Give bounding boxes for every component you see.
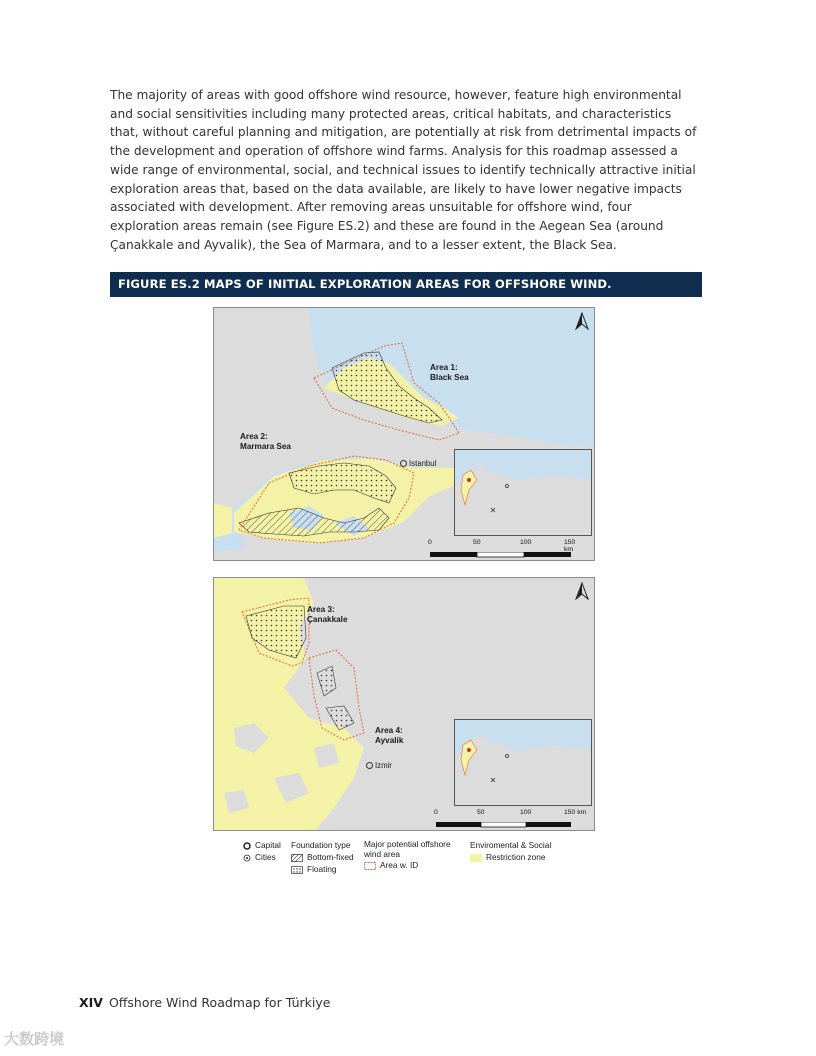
floating-swatch-icon [291,866,303,874]
legend-restriction [470,852,546,863]
scale-tick-50: 50 [473,539,481,546]
scale-tick-50: 50 [477,809,485,816]
area2-label [240,432,291,451]
scale-bar-graphic [430,552,580,558]
legend-major-title-line1: Major potential offshore [364,839,451,849]
area1-label-line2: Black Sea [430,372,469,382]
map-black-marmara [213,307,595,561]
area3-label-line2: Çanakkale [307,614,348,624]
legend-major-title [364,840,451,859]
legend-floating-label: Floating [307,864,337,874]
city-izmir [366,761,392,770]
area3-label-line1: Area 3: [307,605,335,614]
city-marker-icon [366,762,373,769]
area4-label [375,726,403,745]
document-title: Offshore Wind Roadmap for Türkiye [108,995,331,1010]
scale-tick-150: 150 km [564,809,587,816]
inset-map [454,449,592,536]
scale-tick-0: 0 [428,539,432,546]
area2-label-line2: Marmara Sea [240,441,291,451]
scale-tick-100: 100 [520,539,532,546]
city-marker-icon [400,460,407,467]
city-izmir-label: Izmir [375,761,392,770]
watermark: 大数跨境 [4,1030,65,1048]
legend-cities-label: Cities [255,852,276,862]
legend-capital [243,840,281,851]
body-paragraph: The majority of areas with good offshore wind resource, however, feature high environmental and social sensitivities including many protected areas, critical habitats, and characteristics that, without careful planning and mitigation, are potentially at risk from detrimental impacts of the development and operation of offshore wind farms. Analysis for this roadmap assessed a wide range of environmental, social, and technical issues to identify technically attractive initial exploration areas that, based on the data available, are likely to have lower negative impacts associated with development. After removing areas unsuitable for offshore wind, four exploration areas remain (see Figure ES.2) and these are found in the Aegean Sea (around Çanakkale and Ayvalik), the Sea of Marmara, and to a lesser extent, the Black Sea. [110,88,697,252]
inset-map-graphic [455,450,591,535]
legend-env-title: Enviromental & Social [470,840,552,850]
figure-title: FIGURE ES.2 MAPS OF INITIAL EXPLORATION AREAS FOR OFFSHORE WIND. [110,272,702,297]
north-arrow-icon [575,582,589,600]
legend-cities [243,852,276,863]
north-arrow-icon [575,312,589,330]
page-footer [79,995,330,1010]
legend-capital-label: Capital [255,840,281,850]
legend-area-id [364,860,418,871]
city-istanbul-label: Istanbul [409,459,437,468]
legend-floating [291,864,337,875]
inset-map [454,719,592,806]
scale-tick-0: 0 [434,809,438,816]
legend-bottom-fixed-label: Bottom-fixed [307,852,354,862]
inset-map-graphic [455,720,591,805]
map-legend [243,840,583,880]
restriction-swatch-icon [470,854,482,862]
area4-label-line1: Area 4: [375,726,403,735]
scale-bar-graphic [436,822,586,828]
city-icon [243,854,251,862]
legend-major-title-line2: wind area [364,848,400,859]
scale-tick-150: 150 km [564,539,576,553]
bottom-fixed-swatch-icon [291,854,303,862]
legend-foundation-title: Foundation type [291,840,351,850]
scale-tick-100: 100 [520,809,532,816]
legend-area-id-label: Area w. ID [380,860,419,870]
area3-label [307,605,348,624]
capital-icon [243,842,251,850]
city-istanbul [400,459,436,468]
area2-label-line1: Area 2: [240,432,268,441]
area1-label [430,363,469,382]
area1-label-line1: Area 1: [430,363,458,372]
map-canakkale-ayvalik [213,577,595,831]
legend-bottom-fixed [291,852,354,863]
area4-label-line2: Ayvalik [375,735,404,745]
page-number: XIV [79,995,103,1010]
area-outline-swatch-icon [364,862,376,870]
legend-restriction-label: Restriction zone [486,852,546,862]
